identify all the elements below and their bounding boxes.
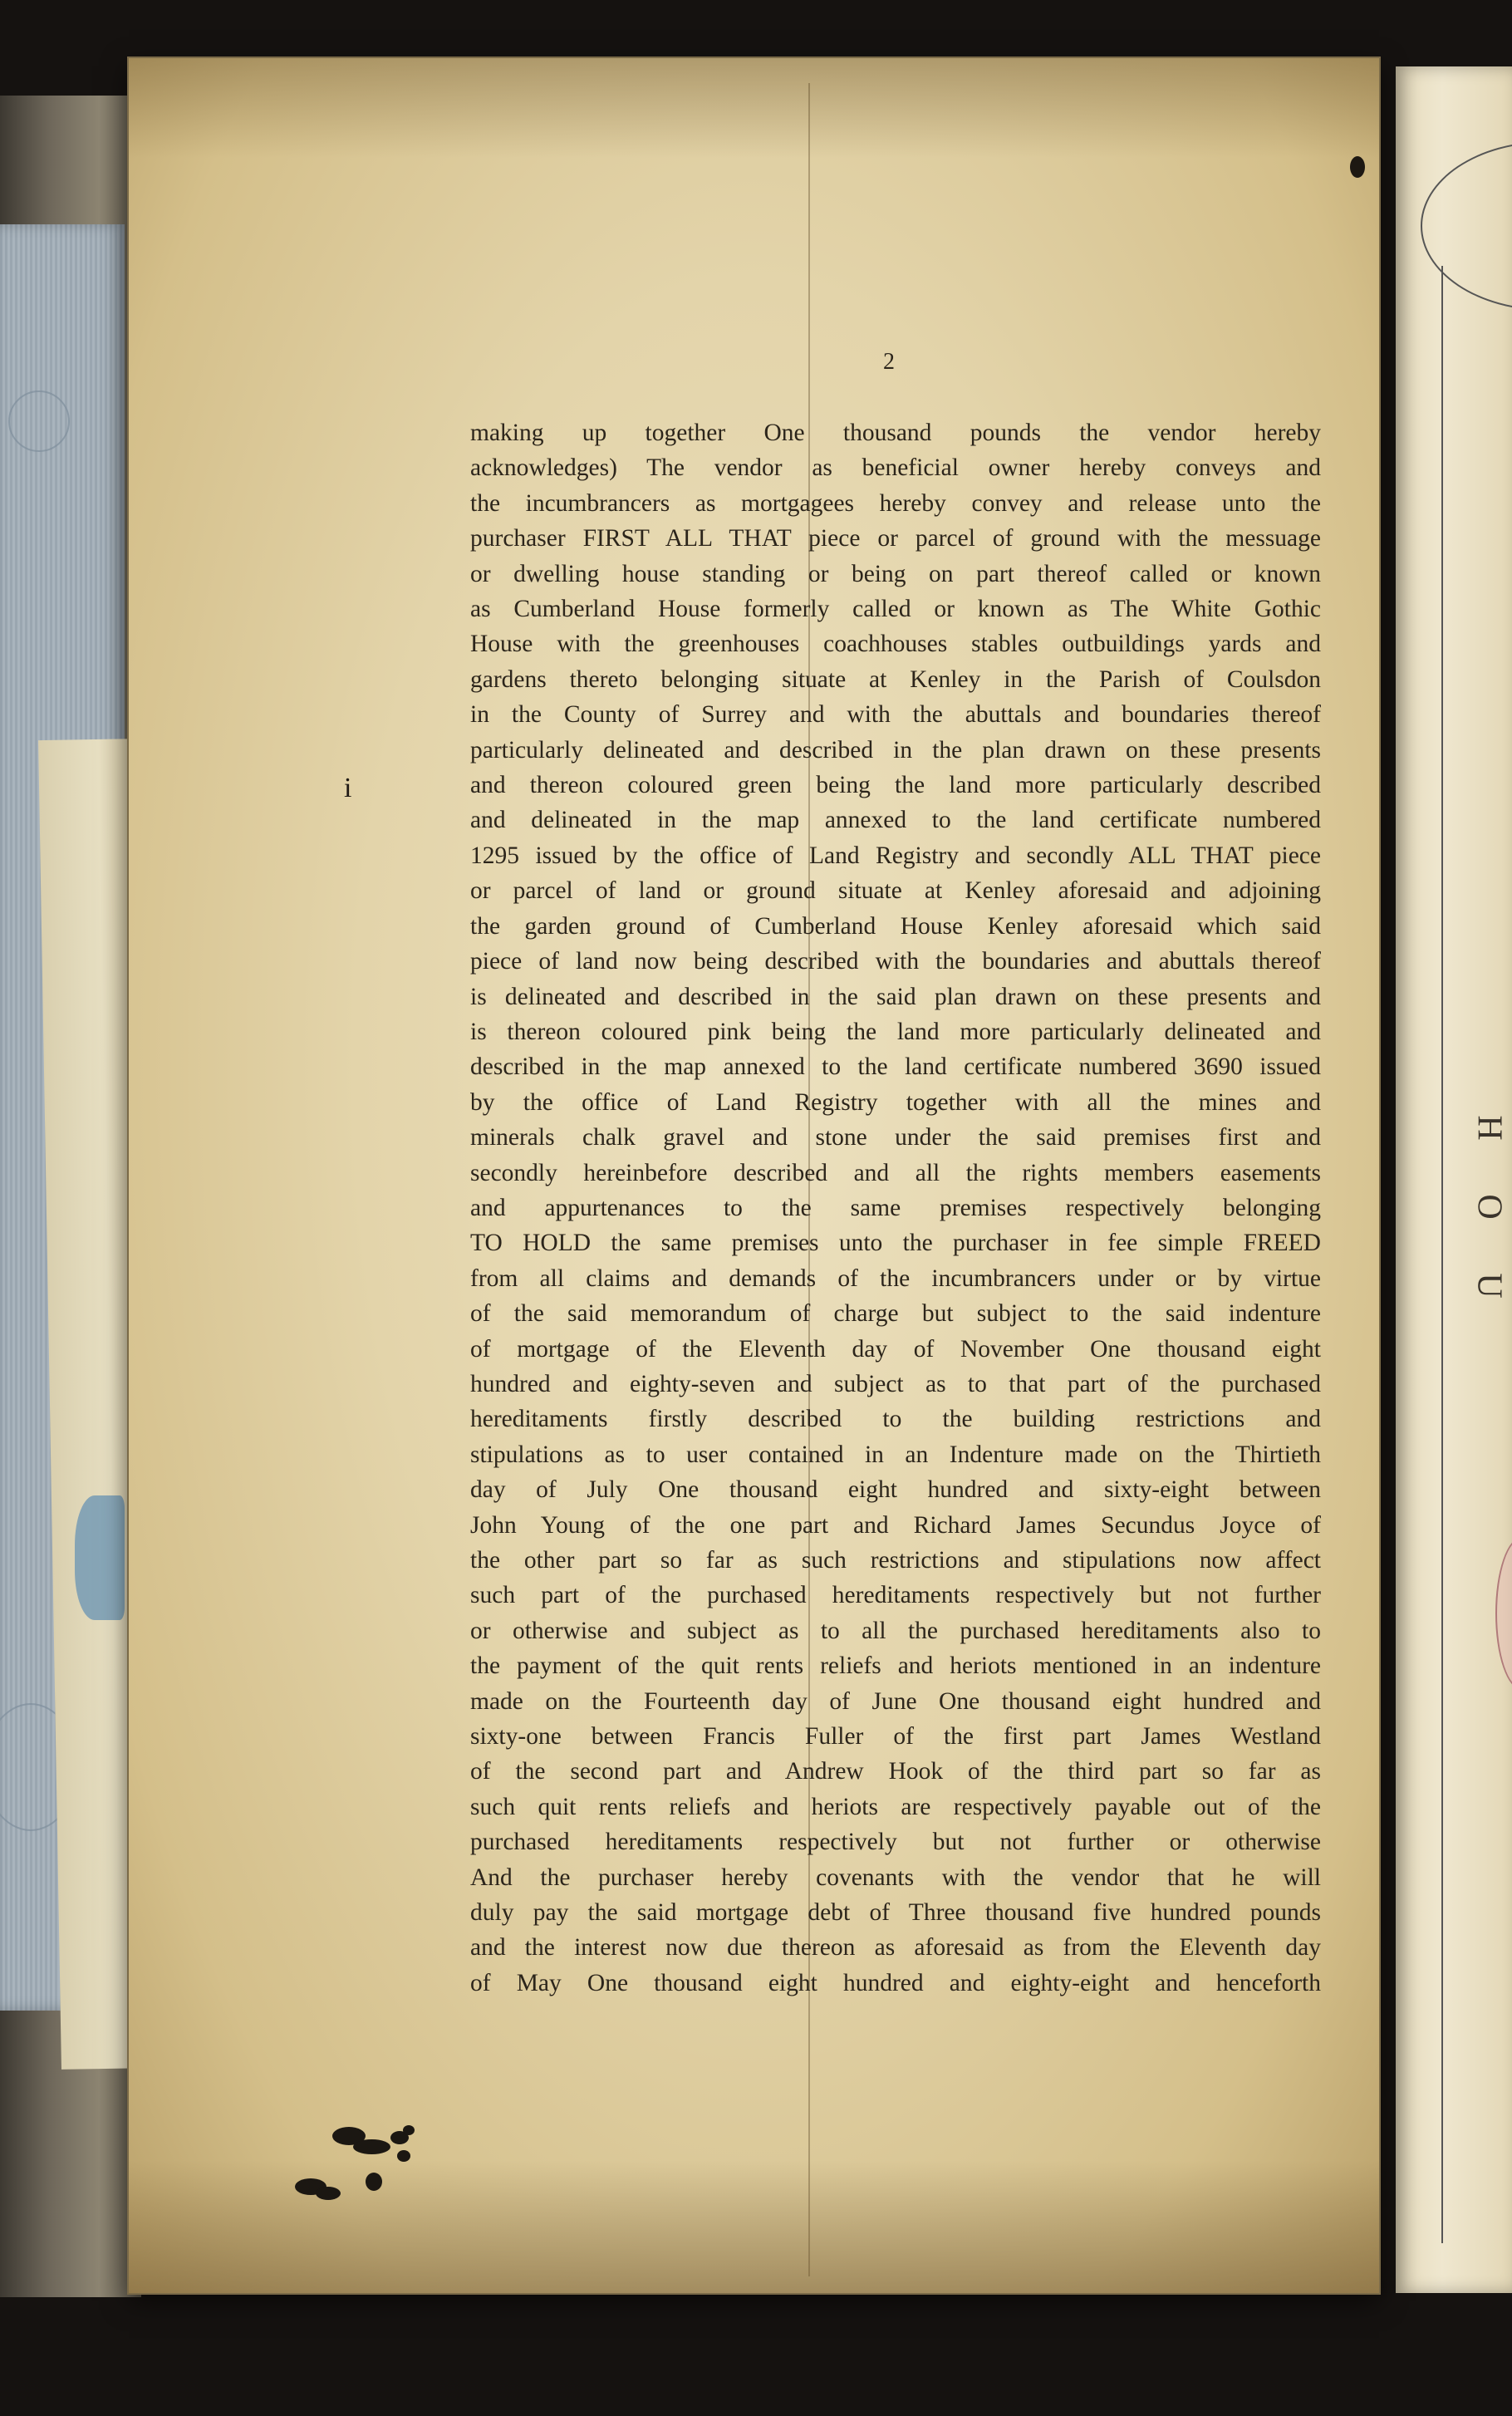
text-line: particularly delineated and described in the plan drawn on these presents (470, 736, 1321, 764)
text-line: hundred and eighty-seven and subject as to that part of the purchased (470, 1370, 1321, 1397)
map-letter: O (1470, 1194, 1509, 1220)
text-line: is thereon coloured pink being the land more particularly delineated and (470, 1018, 1321, 1045)
binding-ornament (8, 390, 70, 452)
text-line: from all claims and demands of the incumbrancers under or by virtue (470, 1264, 1321, 1292)
deed-text (470, 415, 1321, 2001)
text-line: the payment of the quit rents reliefs and heriots mentioned in an indenture (470, 1652, 1321, 1680)
text-line: made on the Fourteenth day of June One thousand eight hundred and (470, 1687, 1321, 1715)
text-line: making up together One thousand pounds the vendor hereby (470, 420, 1321, 446)
map-lettering (1470, 1088, 1509, 1325)
blue-stain (75, 1495, 125, 1620)
text-line: the incumbrancers as mortgagees hereby convey and release unto the (470, 489, 1321, 517)
text-line: secondly hereinbefore described and all the rights members easements (470, 1159, 1321, 1186)
text-line: such part of the purchased hereditaments respectively but not further (470, 1582, 1321, 1609)
text-line: or dwelling house standing or being on part thereof called or known (470, 560, 1321, 587)
text-line: or otherwise and subject as to all the purchased hereditaments also to (470, 1617, 1321, 1644)
text-line: acknowledges) The vendor as beneficial owner hereby conveys and (470, 454, 1321, 482)
text-line: House with the greenhouses coachhouses stables outbuildings yards and (470, 631, 1321, 658)
text-line: purchaser FIRST ALL THAT piece or parcel of ground with the messuage (470, 525, 1321, 552)
text-line: of the second part and Andrew Hook of the third part so far as (470, 1758, 1321, 1785)
text-line: or parcel of land or ground situate at Kenley aforesaid and adjoining (470, 877, 1321, 905)
text-line: the other part so far as such restrictions and stipulations now affect (470, 1547, 1321, 1574)
ink-blot (353, 2139, 390, 2154)
page-number: 2 (883, 349, 895, 375)
text-line: and thereon coloured green being the land more particularly described (470, 772, 1321, 799)
text-line: the garden ground of Cumberland House Kenley aforesaid which said (470, 912, 1321, 940)
text-line: such quit rents reliefs and heriots are respectively payable out of the (470, 1793, 1321, 1820)
text-line: and appurtenances to the same premises respectively belonging (470, 1194, 1321, 1221)
map-border-line (1441, 266, 1443, 2243)
map-letter: H (1470, 1115, 1509, 1141)
text-line: 1295 issued by the office of Land Registry and secondly ALL THAT piece (470, 842, 1321, 869)
text-line: stipulations as to user contained in an Indenture made on the Thirtieth (470, 1441, 1321, 1468)
text-line: gardens thereto belonging situate at Kenley in the Parish of Coulsdon (470, 665, 1321, 693)
text-line: by the office of Land Registry together with all the mines and (470, 1088, 1321, 1116)
ink-blot (366, 2173, 382, 2191)
text-line: of the said memorandum of charge but subject to the said indenture (470, 1300, 1321, 1328)
text-line: of May One thousand eight hundred and eighty-eight and henceforth (470, 1969, 1321, 1996)
pin-hole (1350, 156, 1365, 178)
text-line: And the purchaser hereby covenants with the vendor that he will (470, 1864, 1321, 1891)
text-line: piece of land now being described with the boundaries and abuttals thereof (470, 948, 1321, 975)
text-line: duly pay the said mortgage debt of Three thousand five hundred pounds (470, 1899, 1321, 1927)
text-line: TO HOLD the same premises unto the purchaser in fee simple FREED (470, 1230, 1321, 1257)
text-line: sixty-one between Francis Fuller of the first part James Westland (470, 1723, 1321, 1751)
text-line: described in the map annexed to the land certificate numbered 3690 issued (470, 1053, 1321, 1081)
text-line: minerals chalk gravel and stone under the said premises first and (470, 1124, 1321, 1152)
text-line: in the County of Surrey and with the abuttals and boundaries thereof (470, 701, 1321, 729)
text-line: and the interest now due thereon as aforesaid as from the Eleventh day (470, 1934, 1321, 1962)
map-letter: U (1470, 1273, 1509, 1299)
text-line: of mortgage of the Eleventh day of November One thousand eight (470, 1335, 1321, 1363)
text-line: is delineated and described in the said plan drawn on these presents and (470, 983, 1321, 1010)
ink-blot (316, 2187, 341, 2200)
ink-blot (403, 2125, 415, 2135)
text-line: and delineated in the map annexed to the land certificate numbered (470, 807, 1321, 834)
text-line: day of July One thousand eight hundred and sixty-eight between (470, 1476, 1321, 1504)
text-line: John Young of the one part and Richard James Secundus Joyce of (470, 1511, 1321, 1539)
text-line: purchased hereditaments respectively but not further or otherwise (470, 1829, 1321, 1856)
text-line: hereditaments firstly described to the building restrictions and (470, 1406, 1321, 1433)
ink-blot (397, 2150, 410, 2162)
text-line: as Cumberland House formerly called or known as The White Gothic (470, 596, 1321, 623)
margin-mark: i (344, 773, 352, 803)
